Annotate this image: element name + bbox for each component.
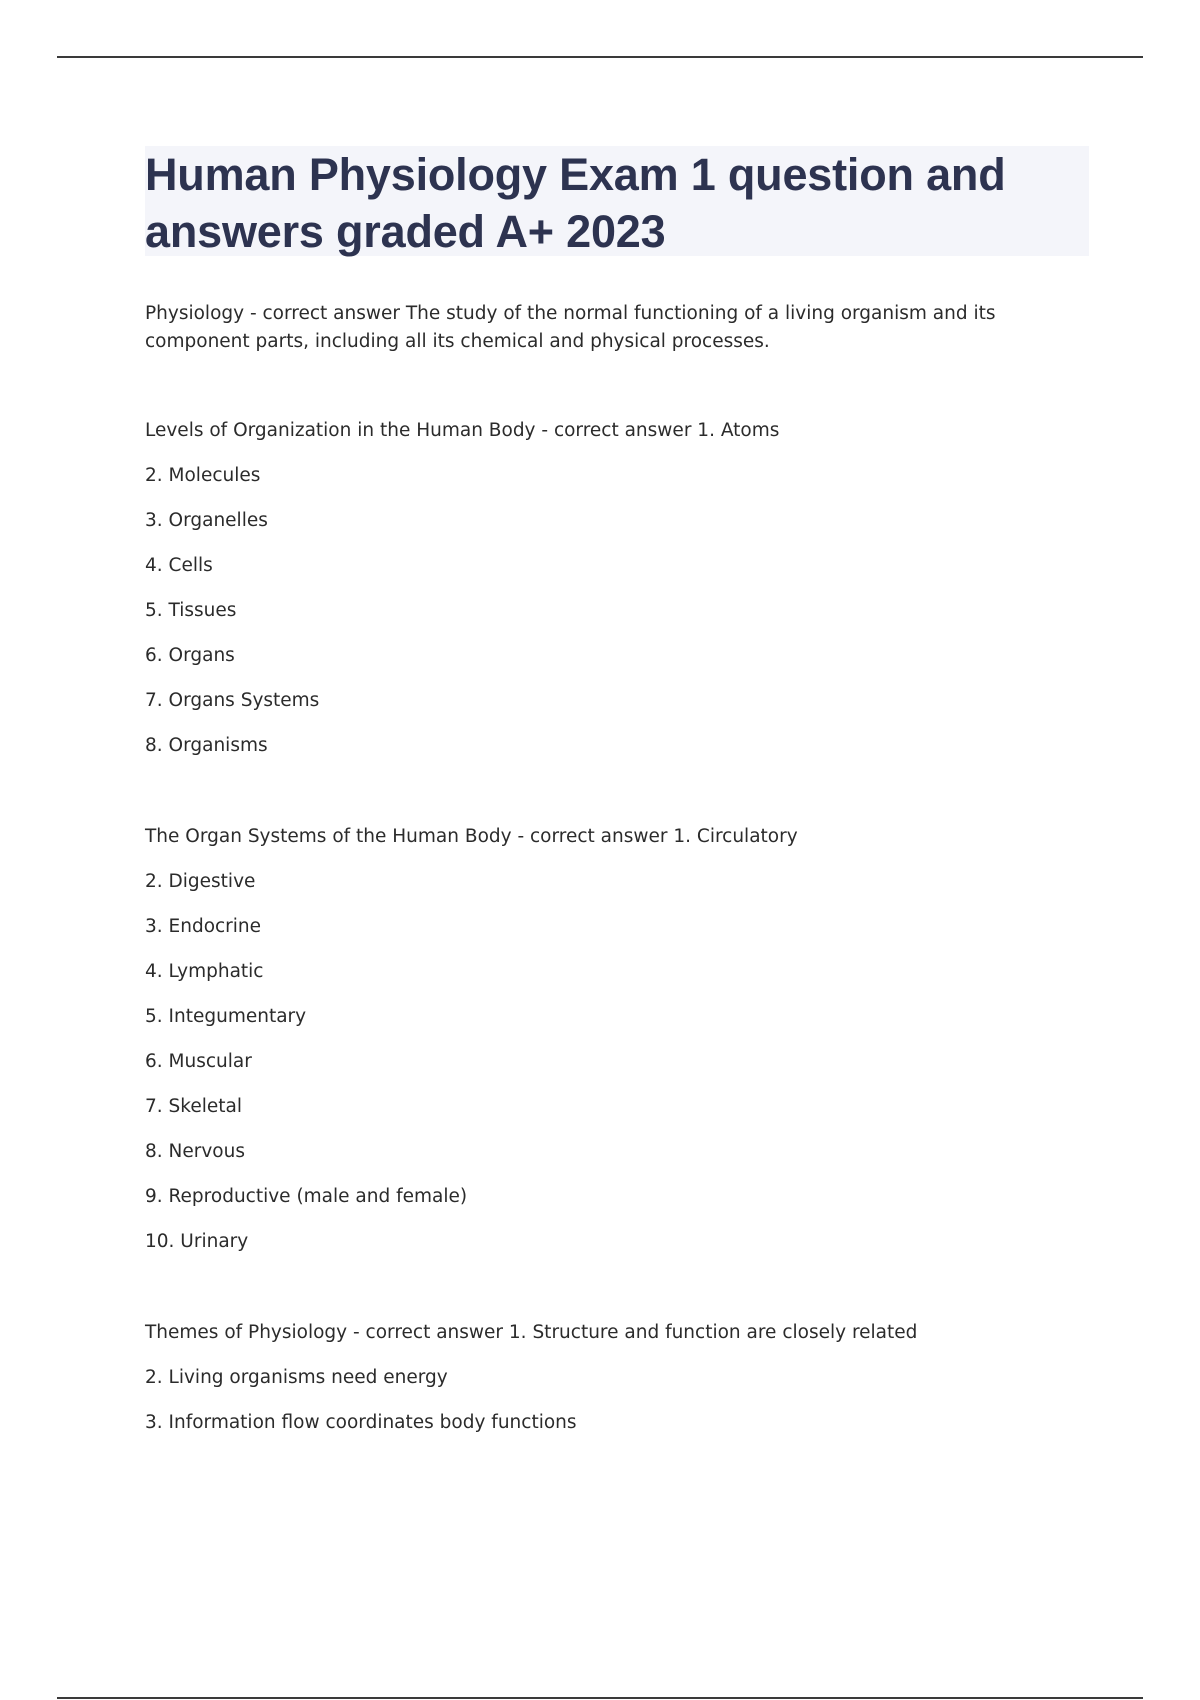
list-item: 8. Nervous: [145, 1141, 245, 1162]
list-item: 10. Urinary: [145, 1231, 249, 1252]
list-item: 3. Endocrine: [145, 916, 262, 937]
list-item: 3. Information flow coordinates body functions: [145, 1412, 577, 1433]
entry-levels-of-organization: [145, 417, 1085, 760]
list-item: 4. Lymphatic: [145, 961, 264, 982]
list-item: 9. Reproductive (male and female): [145, 1186, 468, 1207]
document-body: [145, 300, 1085, 1437]
list-item: 3. Organelles: [145, 510, 268, 531]
list-item: 5. Integumentary: [145, 1006, 307, 1027]
entry-lead: The Organ Systems of the Human Body - correct answer 1. Circulatory: [145, 826, 798, 847]
list-item: 6. Organs: [145, 645, 235, 666]
entry-lead: Levels of Organization in the Human Body - correct answer 1. Atoms: [145, 420, 780, 441]
top-rule: [57, 56, 1143, 58]
entry-themes-of-physiology: [145, 1319, 1085, 1437]
list-item: 2. Molecules: [145, 465, 261, 486]
page-title: Human Physiology Exam 1 question and answers graded A+ 2023: [145, 149, 1006, 257]
list-item: 6. Muscular: [145, 1051, 252, 1072]
list-item: 2. Digestive: [145, 871, 256, 892]
list-item: 2. Living organisms need energy: [145, 1367, 448, 1388]
list-item: 5. Tissues: [145, 600, 237, 621]
list-item: 7. Organs Systems: [145, 690, 320, 711]
entry-organ-systems: [145, 823, 1085, 1256]
list-item: 4. Cells: [145, 555, 213, 576]
entry-lead: Themes of Physiology - correct answer 1. Structure and function are closely related: [145, 1322, 918, 1343]
entry-physiology: Physiology - correct answer The study of the normal functioning of a living organism and its component parts, including all its chemical and physical processes.: [145, 303, 996, 352]
bottom-rule: [57, 1697, 1143, 1699]
list-item: 8. Organisms: [145, 735, 268, 756]
list-item: 7. Skeletal: [145, 1096, 242, 1117]
